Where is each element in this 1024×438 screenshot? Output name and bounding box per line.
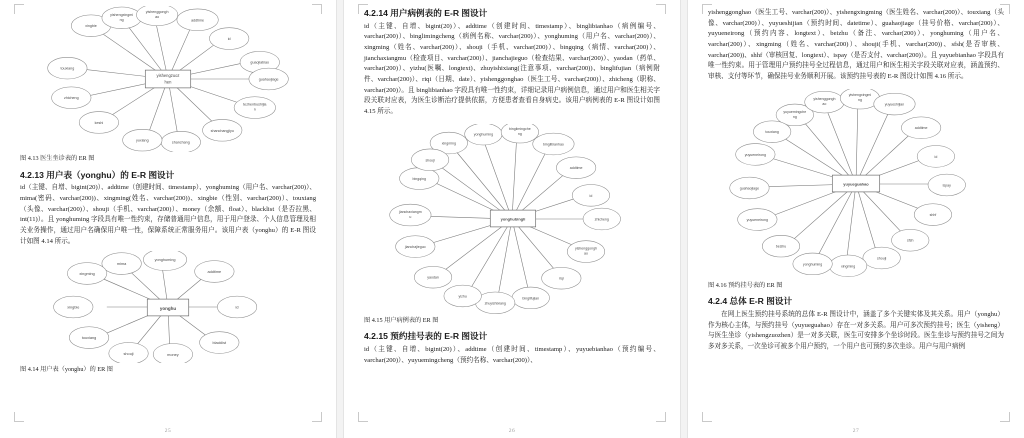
svg-text:addtime: addtime <box>207 270 222 275</box>
er-diagram-yishengzuozhen <box>20 6 316 152</box>
svg-text:shanchang: shanchang <box>171 140 190 145</box>
er-diagram-svg <box>20 6 316 152</box>
svg-text:yishenggongh: yishenggongh <box>145 9 169 14</box>
svg-text:ispay: ispay <box>942 183 951 188</box>
svg-text:yishengxingmi: yishengxingmi <box>110 12 134 17</box>
svg-text:hen: hen <box>164 79 172 85</box>
svg-text:shanchangjiyu: shanchangjiyu <box>210 128 234 133</box>
section-heading-4-2-14: 4.2.14 用户病例表的 E-R 图设计 <box>364 8 488 18</box>
svg-text:guaojiabiao: guaojiabiao <box>250 60 270 65</box>
svg-text:yonghuming: yonghuming <box>473 132 494 137</box>
svg-text:sfsh: sfsh <box>907 238 914 243</box>
svg-text:xingming: xingming <box>79 272 95 277</box>
svg-text:binglifujian: binglifujian <box>522 296 540 301</box>
svg-text:ng: ng <box>857 97 862 102</box>
svg-text:addtime: addtime <box>191 18 205 23</box>
svg-text:yonghu: yonghu <box>159 306 177 312</box>
paragraph-yonghu-fields: id（主键、自增、bigint(20)）、addtime（创建时间、timestamp）、yonghuming（用户名、varchar(200)）、mima(密码、varchar(200))、xingming(姓名、varchar(200))、xingbie（性别、varchar(200)）、touxiang（头像、varchar(200)）、shouji（手机、varchar(200)）、money（余额、float）、blacklist（是否拉黑、int(11)）。且 yonghuming 字段具有唯一性约束，存储普通用户信息，用于用户登录、个人信息管理及相关业务操作，通过用户名确保用户唯一性，保障系统正常服务用户。该用户表（yonghu）的 E-R 图设计如图 4.14 所示。 <box>20 184 316 245</box>
page-number: 26 <box>508 428 516 434</box>
svg-text:touxiang: touxiang <box>765 129 779 134</box>
page-number: 27 <box>852 428 860 434</box>
svg-text:binglimingche: binglimingche <box>509 126 531 131</box>
paragraph-overall-er: 在网上医生预约挂号系统的总体 E-R 图设计中，涵盖了多个关键实体及其关系。用户（yonghu）作为核心主体，与预约挂号（yuyueguahao）存在一对多关系。用户可多次预约挂号；医生（yisheng）与医生坐诊（yishengzuozhen）是一对多关联，医生可安排多个坐诊时段。医生坐诊与预约挂号之间为多对多关系，一次坐诊可被多个用户预约，一个用户也可预约多次坐诊。用户与用户病例 <box>708 311 1004 351</box>
svg-text:yizhu: yizhu <box>458 294 467 299</box>
svg-text:touxiang: touxiang <box>60 66 75 71</box>
svg-text:n: n <box>253 107 256 112</box>
er-diagram-svg <box>364 124 660 314</box>
svg-text:xingbie: xingbie <box>85 24 97 29</box>
er-diagram-yuyueguahao <box>708 89 1004 279</box>
svg-text:shhf: shhf <box>929 212 937 217</box>
svg-text:keshi: keshi <box>94 120 104 125</box>
svg-text:mima: mima <box>116 262 127 267</box>
svg-text:id: id <box>589 193 593 198</box>
svg-text:id: id <box>227 37 231 42</box>
svg-text:id: id <box>235 305 239 310</box>
svg-text:money: money <box>167 353 179 358</box>
er-diagram-svg <box>20 251 316 363</box>
er-diagram-yonghubingli <box>364 124 660 314</box>
document-page-3[interactable] <box>688 0 1024 438</box>
svg-text:yonghuming: yonghuming <box>154 258 176 263</box>
svg-text:bingqing: bingqing <box>412 176 426 181</box>
svg-text:riqi: riqi <box>558 276 564 281</box>
svg-text:yonghuming: yonghuming <box>802 262 823 267</box>
svg-text:jianchajieguo: jianchajieguo <box>404 244 426 249</box>
section-heading-4-2-4: 4.2.4 总体 E-R 图设计 <box>708 296 793 307</box>
svg-text:xingming: xingming <box>841 264 856 269</box>
svg-text:touxiang: touxiang <box>81 336 97 341</box>
section-heading-4-2-15: 4.2.15 预约挂号表的 E-R 图设计 <box>364 331 488 342</box>
svg-text:ao: ao <box>584 251 588 256</box>
svg-text:ng: ng <box>119 17 124 22</box>
svg-text:shouji: shouji <box>123 352 134 357</box>
paragraph-guahao-fields: id（主键、自增、bigint(20)）、addtime（创建时间、timestamp）、yuyuebianhao（预约编号、varchar(200)）、yuyuemingcheng（预约名称、varchar(200)）、 <box>364 346 660 364</box>
document-page-2[interactable] <box>344 0 680 438</box>
svg-text:yuyueneirong: yuyueneirong <box>746 217 768 222</box>
svg-text:xingbie: xingbie <box>67 305 80 310</box>
svg-text:id: id <box>934 154 938 159</box>
er-diagram-yonghu <box>20 251 316 363</box>
svg-text:yuxiang: yuxiang <box>136 138 149 143</box>
svg-text:u: u <box>409 214 412 219</box>
svg-text:yuyueshijian: yuyueshijian <box>884 102 905 107</box>
svg-text:shouji: shouji <box>425 158 435 163</box>
svg-text:jianchaxiangm: jianchaxiangm <box>399 209 422 214</box>
svg-text:yishengxingmi: yishengxingmi <box>848 92 872 97</box>
svg-text:ng: ng <box>792 114 797 119</box>
document-page-1[interactable] <box>0 0 336 438</box>
svg-text:binglibianhao: binglibianhao <box>542 142 564 147</box>
svg-text:yishengzuoz: yishengzuoz <box>156 73 180 79</box>
svg-text:xingming: xingming <box>441 141 456 146</box>
svg-text:ao: ao <box>822 101 827 106</box>
er-diagram-svg <box>708 89 1004 279</box>
svg-text:zhuyishixiang: zhuyishixiang <box>484 301 506 306</box>
svg-text:zhicheng: zhicheng <box>594 217 609 222</box>
svg-text:yishenggongh: yishenggongh <box>813 96 836 101</box>
svg-text:addtime: addtime <box>569 165 583 170</box>
svg-text:blacklist: blacklist <box>212 341 227 346</box>
figure-caption-4-16: 图 4.16 预约挂号表的 ER 图 <box>708 281 783 289</box>
svg-text:guahaojiage: guahaojiage <box>258 77 279 82</box>
paragraph-bingli-fields: id（主键、自增、bigint(20)）、addtime（创建时间、timestamp）、binglibianhao（病例编号、varchar(200)）、binglimingcheng（病例名称、varchar(200)）、yonghuming（用户名、varchar(200)）、xingming（姓名、varchar(200)）、shouji（手机、varchar(200)）、bingqing（病情、varchar(200)）、jianchaxiangmu（检查项目、varchar(200)）、jianchajieguo（检查结果、varchar(200)）、yaodan（药单、varchar(200)）、yizhu(医嘱、longtext)、zhuyishixiang(注意事项、varchar(200))、binglifujian（病例附件、varchar(200)）、riqi（日期、date）、yishenggonghao（医生工号、varchar(200)）、zhicheng（职称、varchar(200)）。且 binglibianhao 字段具有唯一性约束，详细记录用户病例信息，通过用户和医生相关字段关联对应表，为医生诊断治疗提供依据，方便患者查看自身病史。该用户病例表的 E-R 图设计如图 4.15 所示。 <box>364 22 660 116</box>
svg-text:yaodan: yaodan <box>427 275 439 280</box>
figure-caption-4-14: 图 4.14 用户表（yonghu）的 ER 图 <box>20 366 113 374</box>
svg-text:shouji: shouji <box>877 256 887 261</box>
svg-text:yonghubingli: yonghubingli <box>500 216 526 222</box>
svg-text:ao: ao <box>155 14 160 19</box>
svg-text:guahaojiage: guahaojiage <box>739 186 760 191</box>
svg-text:yuyueguahao: yuyueguahao <box>843 181 869 187</box>
page-number: 25 <box>164 428 172 434</box>
svg-text:yuyueneirong: yuyueneirong <box>744 152 767 157</box>
svg-text:ng: ng <box>517 131 522 136</box>
svg-text:zhicheng: zhicheng <box>64 96 79 101</box>
section-heading-4-2-13: 4.2.13 用户表（yonghu）的 E-R 图设计 <box>20 169 175 180</box>
figure-caption-4-15: 图 4.15 用户病例表的 ER 图 <box>364 316 439 324</box>
svg-text:addtime: addtime <box>914 125 928 130</box>
svg-text:yuyuemingche: yuyuemingche <box>783 109 807 114</box>
svg-text:tezhenbushijia: tezhenbushijia <box>243 102 267 107</box>
svg-text:yishenggongh: yishenggongh <box>574 246 598 251</box>
svg-text:beizhu: beizhu <box>775 244 787 249</box>
figure-caption-4-13: 图 4.13 医生坐诊表的 ER 图 <box>20 155 95 162</box>
paragraph-guahao-fields-cont: yishenggonghao（医生工号、varchar(200)）、yishengxingming（医生姓名、varchar(200)）、touxiang（头像、varchar(200)）、yuyueshijian（预约时间、datetime）、guahaojiage（挂号价格、varchar(200)）、yuyueneirong（预约内容、longtext）、beizhu（备注、varchar(200)）、yonghuming（用户名、varchar(200)）、xingming（姓名、varchar(200)）、shouji(手机、varchar(200))、sfsh(是否审核、varchar(200))、shhf（审核回复、longtext）、ispay（是否支付、varchar(200)）。且 yuyuebianhao 字段具有唯一性约束。用于管理用户预约挂号全过程信息，通过用户和医生相关字段关联对应表，涵盖预约、审核、支付等环节，确保挂号业务顺利开展。该预约挂号表的 E-R 图设计如图 4.16 所示。 <box>708 9 1004 81</box>
